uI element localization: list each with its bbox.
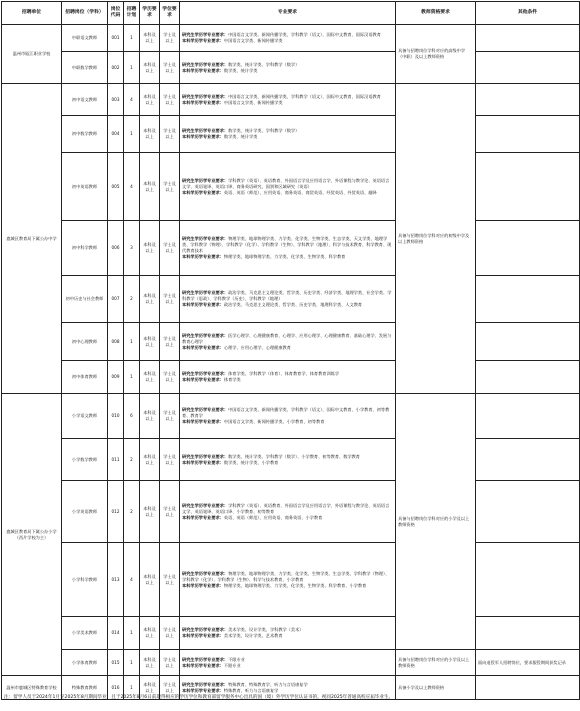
cell-code: 009 — [108, 361, 124, 394]
cell-code: 001 — [108, 25, 124, 52]
cell-plan: 1 — [124, 650, 140, 676]
cell-other — [476, 52, 580, 84]
cell-plan: 6 — [124, 394, 140, 439]
requirement-label: 本科学历学专业要求： — [182, 38, 224, 43]
cell-plan: 4 — [124, 543, 140, 617]
cell-code: 007 — [108, 276, 124, 323]
col-header-unit: 招聘单位 — [2, 2, 62, 25]
cell-major-requirement — [180, 439, 396, 481]
requirement-label: 本科学历学专业要求： — [182, 344, 224, 350]
cell-code: 008 — [108, 323, 124, 361]
requirement-line — [182, 190, 393, 196]
cell-major-requirement — [180, 481, 396, 543]
cell-plan: 2 — [124, 276, 140, 323]
cell-education: 本科及以上 — [140, 276, 160, 323]
cell-education: 本科及以上 — [140, 52, 160, 84]
cell-plan: 1 — [124, 361, 140, 394]
cell-other — [476, 153, 580, 221]
requirement-label: 研究生学历学专业要求： — [182, 332, 229, 338]
cell-certificate: 具备与招聘岗位学科对应的初级中学及以上教师资格 — [396, 84, 476, 394]
cell-plan: 2 — [124, 439, 140, 481]
col-header-other: 其他条件 — [476, 2, 580, 25]
requirement-label: 本科学历学专业要求： — [182, 377, 224, 382]
table-row — [2, 439, 580, 481]
cell-major-requirement — [180, 543, 396, 617]
cell-position: 初中科学教师 — [62, 221, 108, 276]
requirement-text: 数学类、统计学类 — [223, 67, 258, 73]
requirement-line — [182, 407, 393, 419]
cell-plan: 1 — [124, 25, 140, 52]
requirement-line — [182, 345, 393, 351]
requirement-label: 研究生学历学专业要求： — [182, 453, 229, 459]
requirement-text: 中国语言文学类、新闻传播学类 — [223, 99, 283, 105]
cell-code: 006 — [108, 221, 124, 276]
table-row — [2, 394, 580, 439]
cell-education: 本科及以上 — [140, 153, 160, 221]
cell-education: 本科及以上 — [140, 439, 160, 481]
requirement-label: 研究生学历学专业要求： — [182, 502, 229, 508]
cell-plan: 1 — [124, 52, 140, 84]
requirement-line — [182, 134, 393, 140]
requirement-line — [182, 633, 393, 639]
requirement-text: 物理学类、地球物理学类、力学类、化学类、生物学类、生态学类、学科教学（物理）、学科教学（化学）、学科教学（生物）、科学与技术教育、小学教育 — [182, 570, 390, 582]
table-row — [2, 153, 580, 221]
cell-other — [476, 394, 580, 439]
cell-position: 小学科学教师 — [62, 543, 108, 617]
cell-position: 初中数学教师 — [62, 116, 108, 153]
requirement-label: 研究生学历学专业要求： — [182, 61, 229, 67]
requirement-line — [182, 236, 393, 254]
requirement-text: 中国语言文学类、新闻传播学类、学科教学（语文）、国际中文教育、小学教育、初等教育、教育学 — [182, 407, 390, 418]
col-header-code: 岗位代码 — [108, 2, 124, 25]
cell-education: 本科及以上 — [140, 481, 160, 543]
cell-plan: 1 — [124, 676, 140, 700]
cell-position: 中职数学教师 — [62, 52, 108, 84]
cell-code: 005 — [108, 153, 124, 221]
requirement-text: 物理学类、地球物理学类、力学类、化学类、生物学类、科学教育 — [223, 254, 346, 259]
requirement-label: 本科学历学专业要求： — [182, 254, 224, 259]
requirement-label: 本科学历学专业要求： — [182, 662, 224, 668]
cell-position: 初中体育教师 — [62, 361, 108, 394]
col-header-plan: 招聘计划 — [124, 2, 140, 25]
requirement-line — [182, 688, 393, 694]
requirement-text: 数学类、统计学类 — [223, 134, 258, 139]
requirement-label: 本科学历学专业要求： — [182, 99, 224, 105]
col-header-certificate: 教师资格要求 — [396, 2, 476, 25]
requirement-line — [182, 515, 393, 521]
col-header-position: 招聘岗位（学科） — [62, 2, 108, 25]
cell-degree: 学士及以上 — [160, 439, 180, 481]
cell-other — [476, 543, 580, 617]
cell-code: 004 — [108, 116, 124, 153]
cell-plan: 1 — [124, 323, 140, 361]
requirement-label: 研究生学历学专业要求： — [182, 627, 229, 632]
requirement-label: 本科学历学专业要求： — [182, 582, 224, 588]
requirement-line — [182, 254, 393, 260]
cell-education: 本科及以上 — [140, 25, 160, 52]
requirement-line — [182, 38, 393, 44]
table-row — [2, 543, 580, 617]
recruitment-table — [1, 1, 580, 700]
requirement-line — [182, 68, 393, 74]
requirement-line — [182, 333, 393, 345]
requirement-label: 研究生学历学专业要求： — [182, 681, 229, 687]
cell-major-requirement — [180, 650, 396, 676]
requirement-text: 物理学类、地球物理学类、力学类、化学类、生物学类、生态学类、天文学类、地理学类、学科教学（物理）、学科教学（化学）、学科教学（生物）、学科教学（地理）、科学与技术教育、科学教育、现代教育技术 — [182, 236, 392, 253]
requirement-label: 本科学历学专业要求： — [182, 633, 224, 638]
cell-education: 本科及以上 — [140, 221, 160, 276]
cell-degree: 学士及以上 — [160, 543, 180, 617]
cell-unit: 温州市瓯江职业学校 — [2, 25, 62, 84]
cell-education: 本科及以上 — [140, 676, 160, 700]
requirement-text: 政治学类、马克思主义理论类、哲学类、历史学类、经济学类、地理学类、社会学类、学科教学（思政）、学科教学（历史）、学科教学（地理） — [182, 290, 392, 301]
cell-education: 本科及以上 — [140, 84, 160, 116]
cell-degree: 学士及以上 — [160, 153, 180, 221]
requirement-text: 医学心理学、心理健康教育、心理学、应用心理学、心理健康教育、基础心理学、发展与教育心理学 — [182, 332, 392, 344]
requirement-text: 特殊教育、听力与言语康复学 — [223, 687, 279, 693]
cell-major-requirement — [180, 84, 396, 116]
cell-position: 初中英语教师 — [62, 153, 108, 221]
requirement-label: 本科学历学专业要求： — [182, 419, 224, 424]
cell-degree: 学士及以上 — [160, 221, 180, 276]
cell-education: 本科及以上 — [140, 617, 160, 650]
cell-degree: 学士及以上 — [160, 650, 180, 676]
table-body — [2, 25, 580, 700]
cell-education: 本科及以上 — [140, 323, 160, 361]
cell-degree: 学士及以上 — [160, 676, 180, 700]
cell-position: 小学英语教师 — [62, 481, 108, 543]
cell-plan: 1 — [124, 116, 140, 153]
cell-code: 003 — [108, 84, 124, 116]
requirement-text: 英语、英语（师范）、应用英语、商务英语、商贸英语、经贸英语、外贸英语、翻译 — [223, 189, 377, 195]
cell-education: 本科及以上 — [140, 543, 160, 617]
cell-major-requirement — [180, 221, 396, 276]
requirement-text: 学科教学（英语）、英语教育、外国语言学及应用语言学、外语课程与教学论、英语语言文学、英语笔译、英语口译、小学教育、初等教育 — [182, 502, 390, 514]
cell-unit: 温州市鹿城区特殊教育学校 — [2, 676, 62, 700]
cell-position: 初中心理教师 — [62, 323, 108, 361]
cell-degree: 学士及以上 — [160, 52, 180, 84]
requirement-text: 不限专业 — [228, 656, 245, 662]
footnote: 注：留学人员于2024年1月至2025年8月期间毕业，且于2025年8月6日前取得相应的学历学位和教育部留学服务中心出具的国（境）外学历学位认证书的，视同2025年普通高校应届毕业生。 — [4, 695, 394, 700]
requirement-text: 中国语言文学类、新闻传播学类、小学教育、初等教育 — [223, 419, 325, 424]
requirement-label: 研究生学历学专业要求： — [182, 32, 229, 37]
cell-degree: 学士及以上 — [160, 361, 180, 394]
cell-position: 小学语文教师 — [62, 394, 108, 439]
cell-major-requirement — [180, 394, 396, 439]
cell-other — [476, 116, 580, 153]
table-row — [2, 25, 580, 52]
requirement-label: 本科学历学专业要求： — [182, 302, 224, 307]
cell-position: 特殊教育教师 — [62, 676, 108, 700]
cell-code: 014 — [108, 617, 124, 650]
requirement-text: 数学类、统计学类、学科教学（数学） — [228, 128, 300, 133]
requirement-text: 数学类、统计学类、小学教育 — [223, 459, 279, 465]
table-row — [2, 323, 580, 361]
cell-position: 中职语文教师 — [62, 25, 108, 52]
cell-plan: 2 — [124, 481, 140, 543]
cell-other — [476, 481, 580, 543]
requirement-label: 本科学历学专业要求： — [182, 514, 224, 520]
requirement-text: 政治学类、马克思主义理论类、哲学类、历史学类、地理科学类、人文教育 — [223, 302, 363, 307]
requirement-line — [182, 178, 393, 190]
requirement-label: 研究生学历学专业要求： — [182, 236, 229, 241]
requirement-text: 中国语言文学类、新闻传播学类 — [223, 38, 283, 43]
cell-unit: 鹿城区教育局下属公办中学 — [2, 84, 62, 394]
cell-degree: 学士及以上 — [160, 276, 180, 323]
requirement-text: 学科教学（英语）、英语教育、外国语言学及应用语言学、外语课程与教学论、英语语言文学、英语笔译、英语口译、商务英语研究、国别和区域研究（英语） — [182, 177, 390, 189]
cell-other — [476, 25, 580, 52]
cell-education: 本科及以上 — [140, 361, 160, 394]
cell-plan: 1 — [124, 617, 140, 650]
requirement-text: 心理学、应用心理学、心理健康教育 — [223, 344, 291, 350]
cell-other — [476, 617, 580, 650]
cell-position: 小学数学教师 — [62, 439, 108, 481]
cell-degree: 学士及以上 — [160, 481, 180, 543]
requirement-line — [182, 290, 393, 302]
cell-certificate: 具备小学及以上教师资格 — [396, 676, 476, 700]
requirement-line — [182, 663, 393, 669]
requirement-label: 研究生学历学专业要求： — [182, 371, 229, 376]
requirement-label: 研究生学历学专业要求： — [182, 290, 229, 295]
cell-major-requirement — [180, 361, 396, 394]
cell-other — [476, 361, 580, 394]
col-header-major: 专业要求 — [180, 2, 396, 25]
requirement-text: 体育学类 — [223, 377, 241, 382]
requirement-label: 本科学历学专业要求： — [182, 67, 224, 73]
table-row — [2, 116, 580, 153]
cell-degree: 学士及以上 — [160, 394, 180, 439]
requirement-line — [182, 503, 393, 515]
requirement-label: 本科学历学专业要求： — [182, 459, 224, 465]
cell-plan: 3 — [124, 221, 140, 276]
cell-certificate: 具备与招聘岗位学科对应的小学及以上教师资格 — [396, 394, 476, 650]
cell-degree: 学士及以上 — [160, 84, 180, 116]
table-row — [2, 84, 580, 116]
requirement-label: 本科学历学专业要求： — [182, 189, 224, 195]
requirement-text: 美术学类、设计学类、艺术教育 — [223, 633, 283, 638]
requirement-text: 数学类、统计学类、学科教学（数学） — [228, 61, 300, 67]
table-row — [2, 361, 580, 394]
requirement-label: 研究生学历学专业要求： — [182, 407, 229, 412]
cell-education: 本科及以上 — [140, 116, 160, 153]
table-row — [2, 52, 580, 84]
table-row — [2, 617, 580, 650]
table-row — [2, 481, 580, 543]
cell-code: 013 — [108, 543, 124, 617]
cell-degree: 学士及以上 — [160, 116, 180, 153]
requirement-text: 特殊教育、特殊教育学、听力与言语康复学 — [228, 681, 308, 687]
cell-degree: 学士及以上 — [160, 617, 180, 650]
cell-other — [476, 276, 580, 323]
cell-code: 002 — [108, 52, 124, 84]
requirement-text: 不限专业 — [223, 662, 241, 668]
cell-other — [476, 84, 580, 116]
cell-plan: 4 — [124, 153, 140, 221]
cell-degree: 学士及以上 — [160, 25, 180, 52]
requirement-text: 中国语言文学类、新闻传播学类、学科教学（语文）、国际中文教育、国际汉语教育 — [228, 93, 381, 99]
requirement-line — [182, 419, 393, 425]
cell-position: 初中语文教师 — [62, 84, 108, 116]
requirement-label: 本科学历学专业要求： — [182, 134, 224, 139]
cell-position: 小学美术教师 — [62, 617, 108, 650]
requirement-text: 数学类、统计学类、学科教学（数学）、小学教育、初等教育、数学教育 — [228, 453, 360, 459]
requirement-text: 英语、英语（师范）、应用英语、商务英语、小学教育 — [223, 514, 323, 520]
cell-code: 011 — [108, 439, 124, 481]
requirement-label: 本科学历学专业要求： — [182, 687, 224, 693]
cell-major-requirement — [180, 617, 396, 650]
requirement-label: 研究生学历学专业要求： — [182, 93, 229, 99]
table-row — [2, 276, 580, 323]
cell-unit: 鹿城区教育局下属公办小学（西片学校为主） — [2, 394, 62, 676]
requirement-text: 中国语言文学类、新闻传播学类、学科教学（语文）、国际中文教育、国际汉语教育 — [228, 32, 381, 37]
cell-code: 016 — [108, 676, 124, 700]
cell-certificate: 具备与招聘岗位学科对应的小学及以上教师资格 — [396, 650, 476, 676]
col-header-degree: 学位要求 — [160, 2, 180, 25]
cell-position: 初中历史与社会教师 — [62, 276, 108, 323]
cell-other — [476, 221, 580, 276]
cell-major-requirement — [180, 116, 396, 153]
table-row — [2, 221, 580, 276]
cell-code: 010 — [108, 394, 124, 439]
table-row — [2, 650, 580, 676]
requirement-line — [182, 377, 393, 383]
requirement-text: 美术学类、设计学类、学科教学（美术） — [228, 627, 304, 632]
cell-code: 015 — [108, 650, 124, 676]
cell-position: 小学体育教师 — [62, 650, 108, 676]
cell-major-requirement — [180, 25, 396, 52]
cell-education: 本科及以上 — [140, 394, 160, 439]
requirement-line — [182, 571, 393, 583]
cell-major-requirement — [180, 323, 396, 361]
requirement-text: 体育学类、学科教学（体育）、体育教育学、体育教育训练学 — [228, 371, 340, 376]
cell-other — [476, 323, 580, 361]
cell-major-requirement — [180, 276, 396, 323]
requirement-label: 研究生学历学专业要求： — [182, 177, 229, 183]
cell-certificate: 具备与招聘岗位学科对应的高级中学（中职）及以上教师资格 — [396, 25, 476, 84]
requirement-text: 物理学类、地球物理学类、力学类、化学类、生物学类、科学教育、小学教育 — [223, 582, 367, 588]
requirement-label: 研究生学历学专业要求： — [182, 128, 229, 133]
requirement-line — [182, 460, 393, 466]
requirement-line — [182, 100, 393, 106]
cell-major-requirement — [180, 153, 396, 221]
cell-other: 面向退役军人招聘岗位，要求服役期间获奖记录 — [476, 650, 580, 676]
requirement-label: 研究生学历学专业要求： — [182, 656, 229, 662]
requirement-label: 研究生学历学专业要求： — [182, 570, 229, 576]
header-row — [2, 2, 580, 25]
requirement-line — [182, 302, 393, 308]
cell-degree: 学士及以上 — [160, 323, 180, 361]
requirement-line — [182, 583, 393, 589]
cell-other — [476, 439, 580, 481]
cell-education: 本科及以上 — [140, 650, 160, 676]
col-header-education: 学历要求 — [140, 2, 160, 25]
cell-plan: 4 — [124, 84, 140, 116]
cell-code: 012 — [108, 481, 124, 543]
cell-major-requirement — [180, 52, 396, 84]
